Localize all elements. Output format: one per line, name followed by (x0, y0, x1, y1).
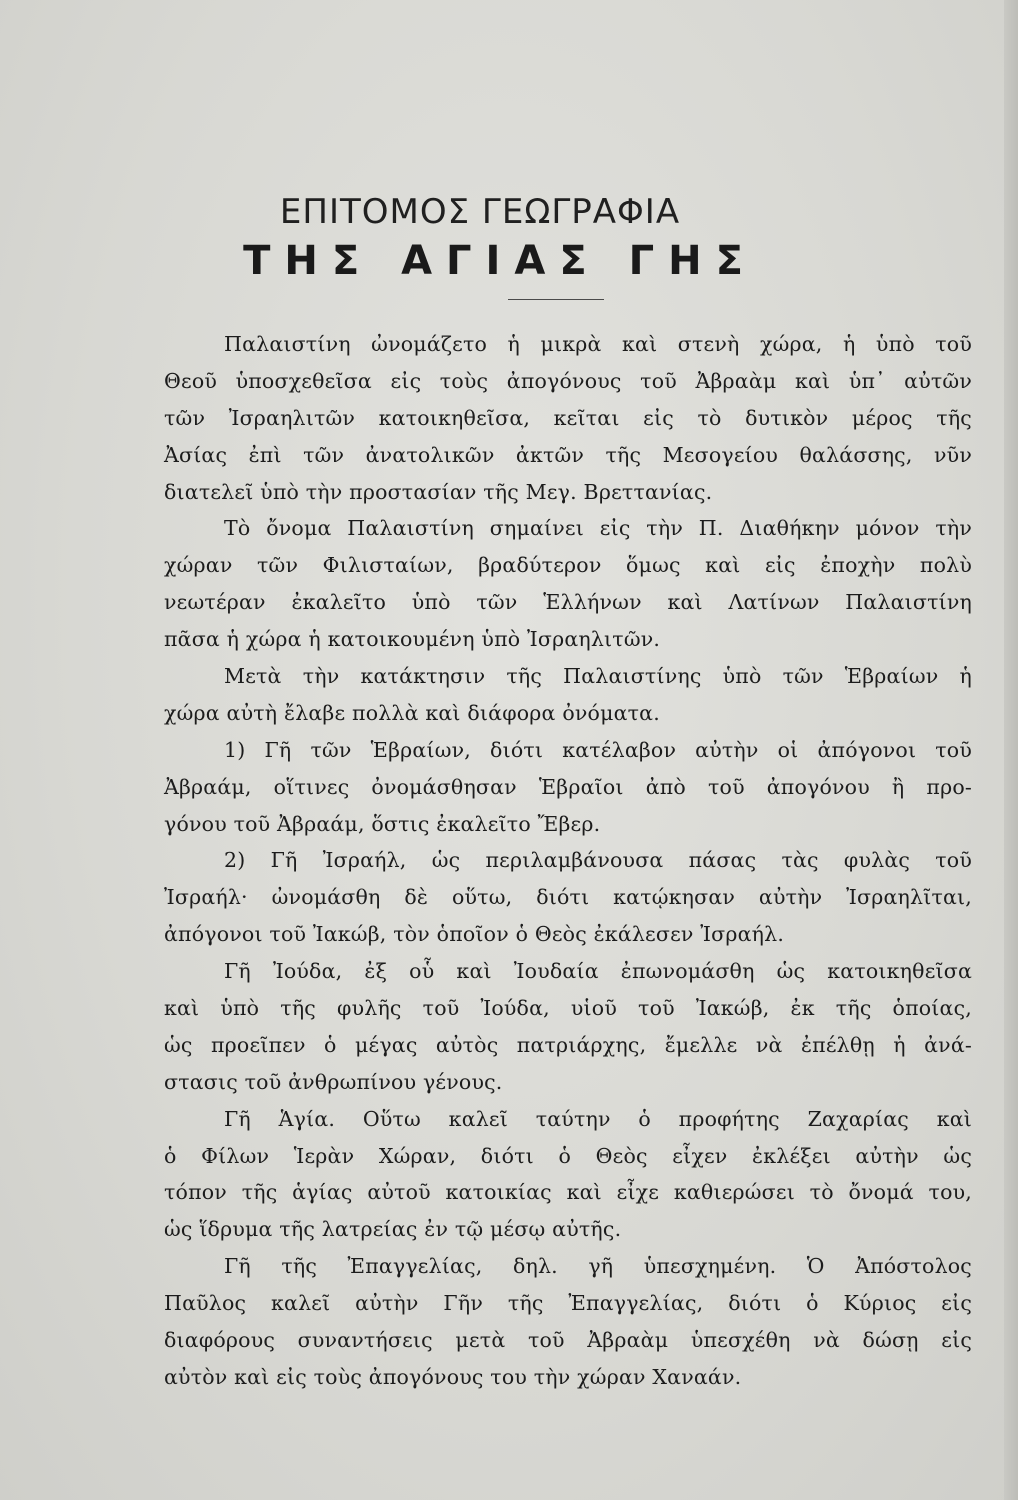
page-subtitle: ΤΗΣ ΑΓΙΑΣ ΓΗΣ (243, 238, 757, 284)
text-line: τῶν Ἰσραηλιτῶν κατοικηθεῖσα, κεῖται εἰς τὸ δυτικὸν μέρος τῆς (164, 405, 972, 430)
text-line: νεωτέραν ἐκαλεῖτο ὑπὸ τῶν Ἑλλήνων καὶ Λατίνων Παλαιστίνη (164, 590, 972, 615)
text-line: 1) Γῆ τῶν Ἑβραίων, διότι κατέλαβον αὐτὴν οἱ ἀπόγονοι τοῦ (224, 737, 972, 762)
text-line: καὶ ὑπὸ τῆς φυλῆς τοῦ Ἰούδα, υἱοῦ τοῦ Ἰακώβ, ἐκ τῆς ὁποίας, (164, 996, 972, 1021)
text-line: αὐτὸν καὶ εἰς τοὺς ἀπογόνους του τὴν χώραν Χαναάν. (164, 1364, 742, 1389)
text-line: ὡς προεῖπεν ὁ μέγας αὐτὸς πατριάρχης, ἔμελλε νὰ ἐπέλθῃ ἡ ἀνά- (164, 1032, 972, 1057)
text-line: Γῆ Ἁγία. Οὕτω καλεῖ ταύτην ὁ προφήτης Ζαχαρίας καὶ (224, 1106, 972, 1131)
text-line: Γῆ τῆς Ἐπαγγελίας, δηλ. γῆ ὑπεσχημένη. Ὁ Ἀπόστολος (224, 1254, 972, 1279)
text-line: Ἀβραάμ, οἵτινες ὀνομάσθησαν Ἑβραῖοι ἀπὸ τοῦ ἀπογόνου ἢ προ- (164, 774, 972, 799)
text-line: 2) Γῆ Ἰσραήλ, ὡς περιλαμβάνουσα πάσας τὰς φυλὰς τοῦ (224, 848, 972, 873)
text-line: Παῦλος καλεῖ αὐτὴν Γῆν τῆς Ἐπαγγελίας, διότι ὁ Κύριος εἰς (164, 1291, 972, 1316)
text-line: πᾶσα ἡ χώρα ἡ κατοικουμένη ὑπὸ Ἰσραηλιτῶν. (164, 627, 661, 652)
page-edge (1004, 0, 1018, 1500)
text-line: τόπον τῆς ἁγίας αὐτοῦ κατοικίας καὶ εἶχε καθιερώσει τὸ ὄνομά του, (164, 1180, 972, 1205)
text-line: Τὸ ὄνομα Παλαιστίνη σημαίνει εἰς τὴν Π. Διαθήκην μόνον τὴν (224, 516, 972, 541)
text-line: διατελεῖ ὑπὸ τὴν προστασίαν τῆς Μεγ. Βρεττανίας. (164, 479, 713, 504)
text-line: Ἰσραήλ· ὠνομάσθη δὲ οὕτω, διότι κατῴκησαν αὐτὴν Ἰσραηλῖται, (164, 885, 972, 910)
body-text (164, 326, 972, 1396)
text-line: Γῆ Ἰούδα, ἐξ οὗ καὶ Ἰουδαία ἐπωνομάσθη ὡς κατοικηθεῖσα (224, 959, 972, 984)
text-line: χώραν τῶν Φιλισταίων, βραδύτερον ὅμως καὶ εἰς ἐποχὴν πολὺ (164, 553, 972, 578)
text-line: ὡς ἵδρυμα τῆς λατρείας ἐν τῷ μέσῳ αὐτῆς. (164, 1217, 622, 1242)
title-divider (508, 299, 604, 300)
text-line: Παλαιστίνη ὠνομάζετο ἡ μικρὰ καὶ στενὴ χώρα, ἡ ὑπὸ τοῦ (224, 332, 972, 356)
text-line: Μετὰ τὴν κατάκτησιν τῆς Παλαιστίνης ὑπὸ τῶν Ἑβραίων ἡ (224, 664, 972, 689)
text-line: Θεοῦ ὑποσχεθεῖσα εἰς τοὺς ἀπογόνους τοῦ Ἀβραὰμ καὶ ὑπ᾽ αὐτῶν (164, 368, 972, 393)
text-line: ἀπόγονοι τοῦ Ἰακώβ, τὸν ὁποῖον ὁ Θεὸς ἐκάλεσεν Ἰσραήλ. (164, 922, 785, 947)
text-line: διαφόρους συναντήσεις μετὰ τοῦ Ἀβραὰμ ὑπεσχέθη νὰ δώσῃ εἰς (164, 1328, 972, 1353)
text-line: γόνου τοῦ Ἀβραάμ, ὅστις ἐκαλεῖτο Ἔβερ. (164, 811, 601, 836)
text-line: Ἀσίας ἐπὶ τῶν ἀνατολικῶν ἀκτῶν τῆς Μεσογείου θαλάσσης, νῦν (164, 442, 972, 467)
text-line: ὁ Φίλων Ἱερὰν Χώραν, διότι ὁ Θεὸς εἶχεν ἐκλέξει αὐτὴν ὡς (164, 1143, 972, 1168)
page-title: ΕΠΙΤΟΜΟΣ ΓΕΩΓΡΑΦΙΑ (279, 192, 681, 232)
text-line: χώρα αὐτὴ ἔλαβε πολλὰ καὶ διάφορα ὀνόματα. (164, 700, 660, 725)
text-line: στασις τοῦ ἀνθρωπίνου γένους. (164, 1069, 503, 1094)
